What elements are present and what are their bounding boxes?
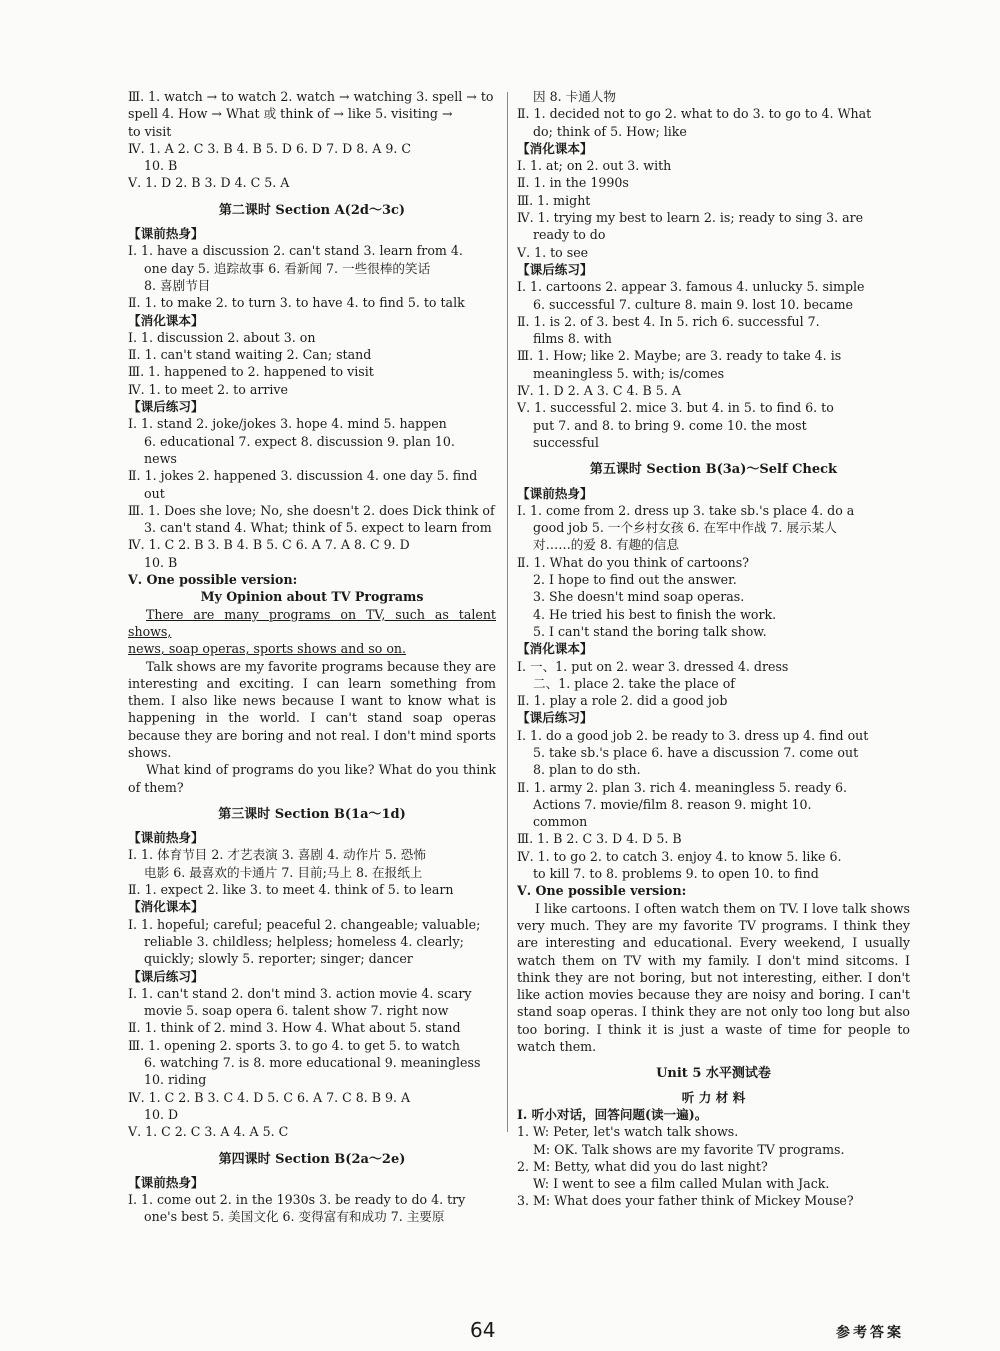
right-line: 2. I hope to find out the answer. [533, 572, 737, 588]
right-line: Ⅱ. 1. in the 1990s [517, 175, 629, 191]
right-line: Ⅳ. 1. D 2. A 3. C 4. B 5. A [517, 383, 681, 399]
left-line: 第二课时 Section A(2d～3c) [218, 202, 406, 218]
left-line: Ⅴ. One possible version: [128, 572, 298, 588]
right-line: films 8. with [533, 331, 612, 347]
left-line: 【课后练习】 [128, 968, 204, 984]
left-line: 3. can't stand 4. What; think of 5. expect to learn from [144, 520, 492, 536]
right-line: Ⅰ. 1. cartoons 2. appear 3. famous 4. unlucky 5. simple [517, 279, 865, 295]
left-line: reliable 3. childless; helpless; homeless 4. clearly; [144, 933, 464, 949]
left-line: Ⅳ. 1. to meet 2. to arrive [128, 381, 288, 397]
right-line: Ⅱ. 1. play a role 2. did a good job [517, 693, 728, 709]
left-line: Ⅰ. 1. have a discussion 2. can't stand 3. learn from 4. [128, 243, 463, 259]
left-line: news, soap operas, sports shows and so on. [128, 641, 407, 657]
right-line: 【课后练习】 [517, 710, 593, 726]
right-line: to kill 7. to 8. problems 9. to open 10. to find [533, 866, 819, 882]
right-line: Ⅰ. 1. do a good job 2. be ready to 3. dress up 4. find out [517, 727, 869, 743]
left-line: 【课后练习】 [128, 399, 204, 415]
right-line: successful [533, 434, 599, 450]
right-line: Ⅰ. 一、1. put on 2. wear 3. dressed 4. dress [517, 658, 789, 674]
left-line: Ⅱ. 1. to make 2. to turn 3. to have 4. to find 5. to talk [128, 295, 465, 311]
right-line: 1. W: Peter, let's watch talk shows. [517, 1124, 739, 1140]
right-line: Ⅱ. 1. What do you think of cartoons? [517, 554, 749, 570]
right-line: 8. plan to do sth. [533, 762, 641, 778]
right-line: 对……的爱 8. 有趣的信息 [533, 537, 679, 553]
right-line: Ⅰ. 1. at; on 2. out 3. with [517, 158, 672, 174]
right-line: good job 5. 一个乡村女孩 6. 在军中作战 7. 展示某人 [533, 520, 837, 536]
right-line: Unit 5 水平测试卷 [656, 1066, 771, 1082]
right-line: 5. take sb.'s place 6. have a discussion 7. come out [533, 744, 859, 760]
left-line: 10. D [144, 1106, 179, 1122]
right-line: W: I went to see a film called Mulan with Jack. [533, 1176, 830, 1192]
right-line: 【消化课本】 [517, 140, 593, 156]
right-line: Ⅲ. 1. How; like 2. Maybe; are 3. ready to take 4. is [517, 348, 842, 364]
right-line: Ⅴ. 1. successful 2. mice 3. but 4. in 5. to find 6. to [517, 400, 834, 416]
left-line: out [144, 485, 165, 501]
left-line: 10. B [144, 158, 178, 174]
left-line: 第四课时 Section B(2a～2e) [218, 1151, 406, 1167]
right-column [517, 88, 910, 1210]
right-line: 5. I can't stand the boring talk show. [533, 623, 767, 639]
right-line: Ⅱ. 1. is 2. of 3. best 4. In 5. rich 6. successful 7. [517, 313, 820, 329]
left-line: There are many programs on TV, such as talent shows, [128, 606, 496, 639]
left-line: 6. watching 7. is 8. more educational 9. meaningless [144, 1055, 481, 1071]
left-line: Ⅴ. 1. D 2. B 3. D 4. C 5. A [128, 175, 290, 191]
right-line: Actions 7. movie/film 8. reason 9. might 10. [533, 796, 812, 812]
right-line: 6. successful 7. culture 8. main 9. lost 10. became [533, 296, 854, 312]
left-line: Ⅰ. 1. can't stand 2. don't mind 3. action movie 4. scary [128, 985, 472, 1001]
left-line: Ⅱ. 1. can't stand waiting 2. Can; stand [128, 347, 372, 363]
left-line: My Opinion about TV Programs [200, 589, 424, 605]
left-line: Ⅰ. 1. discussion 2. about 3. on [128, 329, 316, 345]
right-line: Ⅴ. 1. to see [517, 244, 589, 260]
right-line: 3. She doesn't mind soap operas. [533, 589, 745, 605]
left-line: What kind of programs do you like? What do you think of them? [128, 762, 496, 795]
left-line: Ⅲ. 1. happened to 2. happened to visit [128, 364, 374, 380]
left-line: spell 4. How → What 或 think of → like 5. visiting → [128, 106, 453, 122]
left-line: one day 5. 追踪故事 6. 看新闻 7. 一些很棒的笑话 [144, 260, 431, 276]
left-line: 【课前热身】 [128, 226, 204, 242]
right-line: meaningless 5. with; is/comes [533, 365, 725, 381]
left-line: movie 5. soap opera 6. talent show 7. right now [144, 1003, 449, 1019]
left-line: 【课前热身】 [128, 1174, 204, 1190]
left-line: Ⅲ. 1. Does she love; No, she doesn't 2. does Dick think of [128, 502, 495, 518]
left-line: 6. educational 7. expect 8. discussion 9. plan 10. [144, 433, 455, 449]
right-line: Ⅴ. One possible version: [517, 883, 687, 899]
right-line: Ⅱ. 1. decided not to go 2. what to do 3. to go to 4. What [517, 106, 872, 122]
left-line: Ⅲ. 1. opening 2. sports 3. to go 4. to get 5. to watch [128, 1037, 460, 1053]
left-line: Ⅰ. 1. stand 2. joke/jokes 3. hope 4. mind 5. happen [128, 416, 447, 432]
right-line: 4. He tried his best to finish the work. [533, 606, 777, 622]
right-line: Ⅳ. 1. to go 2. to catch 3. enjoy 4. to know 5. like 6. [517, 848, 842, 864]
left-line: Ⅰ. 1. come out 2. in the 1930s 3. be ready to do 4. try [128, 1192, 466, 1208]
left-line: Ⅳ. 1. C 2. B 3. C 4. D 5. C 6. A 7. C 8. B 9. A [128, 1089, 411, 1105]
right-line: 第五课时 Section B(3a)～Self Check [589, 462, 838, 478]
left-line: Ⅳ. 1. A 2. C 3. B 4. B 5. D 6. D 7. D 8. A 9. C [128, 140, 412, 156]
left-line: Talk shows are my favorite programs because they are interesting and exciting. I can learn something from them. I also like news because I want to know what is happening in the world. I can't stand soap operas because they are boring and not real. I don't mind sports shows. [128, 658, 496, 760]
right-line: ready to do [533, 227, 606, 243]
right-line: Ⅲ. 1. might [517, 192, 591, 208]
left-line: 【消化课本】 [128, 312, 204, 328]
left-line: 8. 喜剧节目 [144, 277, 211, 293]
right-line: 【课后练习】 [517, 261, 593, 277]
left-line: 【课前热身】 [128, 830, 204, 846]
right-line: 因 8. 卡通人物 [533, 89, 616, 104]
right-line: common [533, 814, 588, 830]
left-line: 【消化课本】 [128, 899, 204, 915]
left-line: Ⅴ. 1. C 2. C 3. A 4. A 5. C [128, 1124, 289, 1140]
column-divider [507, 92, 508, 1132]
left-line: Ⅰ. 1. 体育节目 2. 才艺表演 3. 喜剧 4. 动作片 5. 恐怖 [128, 847, 426, 863]
right-line: M: OK. Talk shows are my favorite TV programs. [533, 1141, 845, 1157]
left-line: Ⅰ. 1. hopeful; careful; peaceful 2. changeable; valuable; [128, 916, 481, 932]
right-line: 【消化课本】 [517, 641, 593, 657]
left-line: Ⅳ. 1. C 2. B 3. B 4. B 5. C 6. A 7. A 8. C 9. D [128, 537, 410, 553]
right-line: do; think of 5. How; like [533, 123, 687, 139]
left-line: news [144, 450, 177, 466]
right-line: I like cartoons. I often watch them on TV. I love talk shows very much. They are my favorite TV programs. I think they are interesting and educational. Every weekend, I usually watch them on TV with my family. I don't mind sitcoms. I think they are not boring, but not interesting, either. I don't like action movies because they are noisy and boring. I can't stand soap operas. I think they are not only too long but also too boring. I think it is just a waste of time for people to watch them. [517, 900, 910, 1055]
right-line: 听 力 材 料 [681, 1089, 746, 1105]
left-column [128, 88, 496, 1226]
left-line: 10. riding [144, 1072, 207, 1088]
left-line: 10. B [144, 554, 178, 570]
left-line: Ⅱ. 1. jokes 2. happened 3. discussion 4. one day 5. find [128, 468, 478, 484]
right-line: put 7. and 8. to bring 9. come 10. the most [533, 417, 807, 433]
left-line: 第三课时 Section B(1a～1d) [218, 806, 406, 822]
footer-label: 参考答案 [836, 1325, 904, 1341]
right-line: 二、1. place 2. take the place of [533, 675, 735, 691]
page-number: 64 [470, 1318, 496, 1342]
right-line: Ⅲ. 1. B 2. C 3. D 4. D 5. B [517, 831, 682, 847]
right-line: 【课前热身】 [517, 485, 593, 501]
right-line: 3. M: What does your father think of Mickey Mouse? [517, 1193, 854, 1209]
left-line: Ⅱ. 1. think of 2. mind 3. How 4. What about 5. stand [128, 1020, 461, 1036]
left-line: Ⅱ. 1. expect 2. like 3. to meet 4. think of 5. to learn [128, 882, 454, 898]
left-line: 电影 6. 最喜欢的卡通片 7. 目前;马上 8. 在报纸上 [144, 864, 423, 880]
right-line: Ⅱ. 1. army 2. plan 3. rich 4. meaningless 5. ready 6. [517, 779, 847, 795]
right-line: Ⅰ. 1. come from 2. dress up 3. take sb.'s place 4. do a [517, 502, 855, 518]
left-line: Ⅲ. 1. watch → to watch 2. watch → watching 3. spell → to [128, 89, 494, 104]
right-line: Ⅰ. 听小对话，回答问题(读一遍)。 [517, 1106, 708, 1122]
left-line: one's best 5. 美国文化 6. 变得富有和成功 7. 主要原 [144, 1209, 445, 1225]
left-line: quickly; slowly 5. reporter; singer; dancer [144, 951, 413, 967]
right-line: 2. M: Betty, what did you do last night? [517, 1158, 768, 1174]
right-line: Ⅳ. 1. trying my best to learn 2. is; ready to sing 3. are [517, 210, 864, 226]
left-line: to visit [128, 123, 172, 139]
